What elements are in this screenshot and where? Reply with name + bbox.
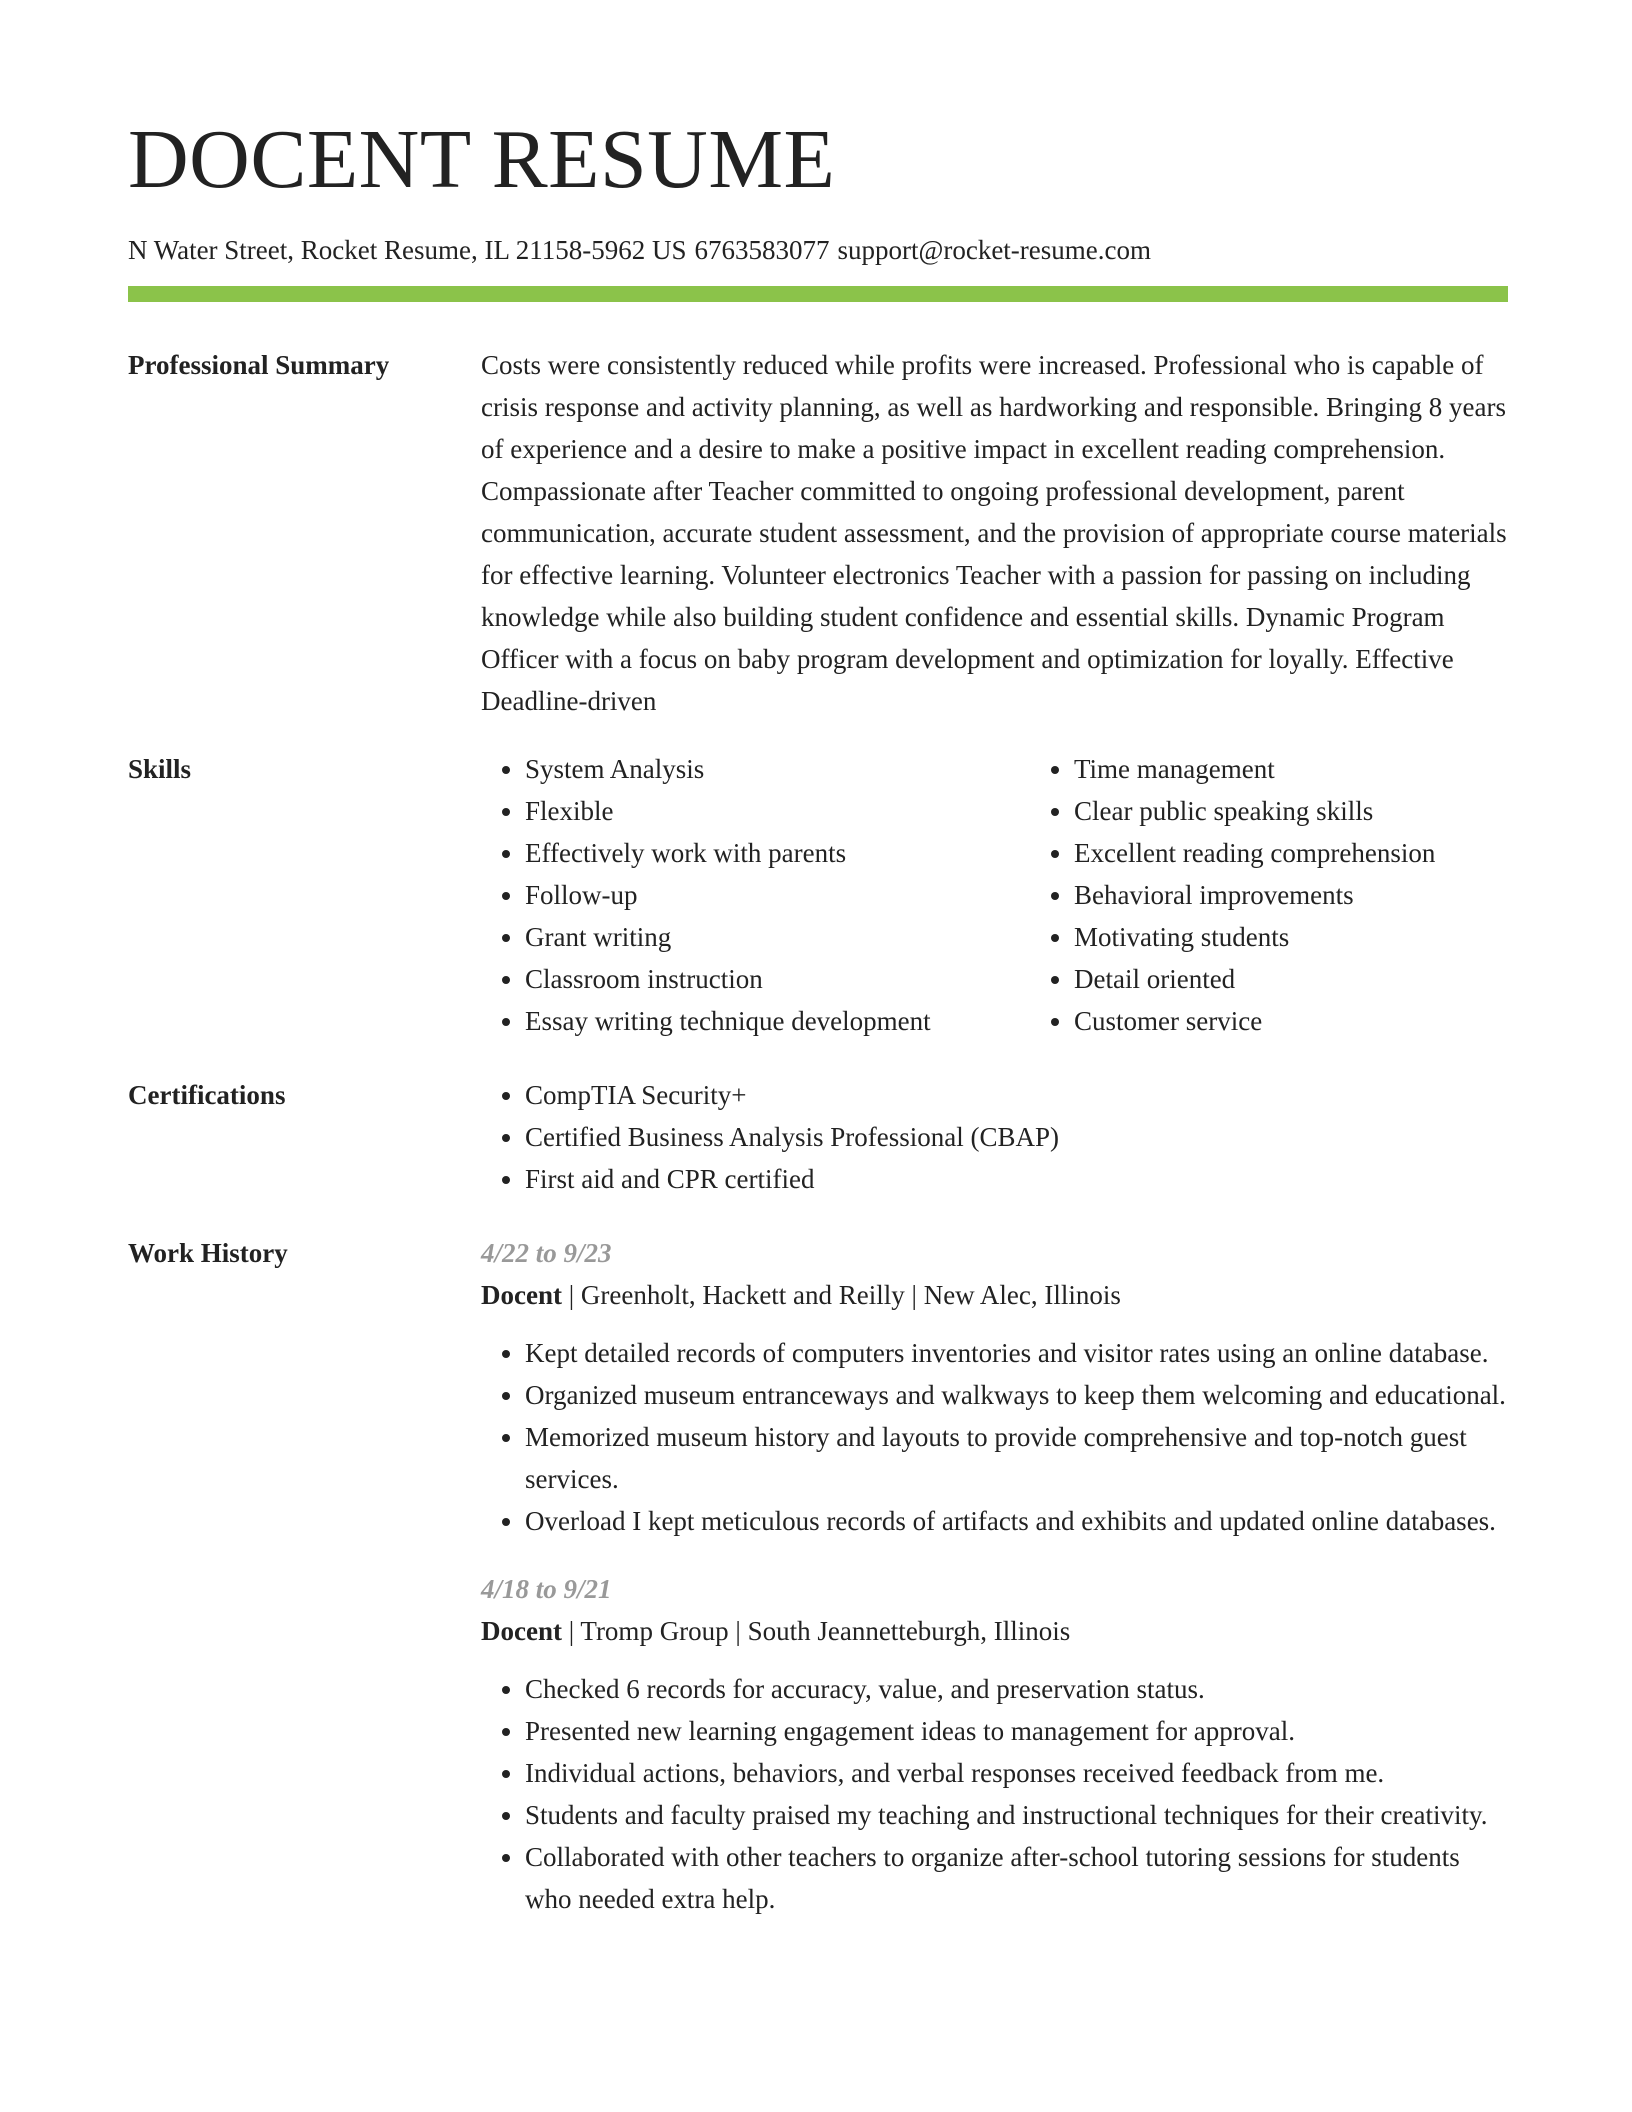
job-dates: 4/18 to 9/21	[481, 1574, 612, 1604]
skill-item: • Grant writing	[525, 916, 1030, 958]
job-entry	[481, 1232, 1508, 1542]
job-heading	[481, 1274, 1508, 1316]
job-bullet: • Memorized museum history and layouts to provide comprehensive and top-notch guest services.	[525, 1416, 1508, 1500]
contact-line	[128, 232, 1151, 268]
job-bullet: • Individual actions, behaviors, and verbal responses received feedback from me.	[525, 1752, 1508, 1794]
contact-email: support@rocket-resume.com	[837, 235, 1152, 265]
section-work-history	[128, 1238, 1508, 1920]
section-label-summary: Professional Summary	[128, 350, 390, 380]
section-skills	[128, 754, 1508, 1042]
skill-item: • Follow-up	[525, 874, 1030, 916]
contact-phone: 6763583077	[694, 235, 830, 265]
certification-item: • CompTIA Security+	[525, 1074, 1508, 1116]
job-dates: 4/22 to 9/23	[481, 1238, 612, 1268]
section-label-skills: Skills	[128, 754, 192, 784]
resume-title: DOCENT RESUME	[128, 113, 836, 206]
skill-item: • Time management	[1074, 748, 1579, 790]
certifications-list	[481, 1074, 1508, 1200]
skill-item: • Effectively work with parents	[525, 832, 1030, 874]
job-bullet: • Presented new learning engagement ideas to management for approval.	[525, 1710, 1508, 1752]
job-role: Docent	[481, 1616, 562, 1646]
job-heading	[481, 1610, 1508, 1652]
skill-item: • Flexible	[525, 790, 1030, 832]
skill-item: • Essay writing technique development	[525, 1000, 1030, 1042]
section-certifications	[128, 1080, 1508, 1200]
skill-item: • Classroom instruction	[525, 958, 1030, 1000]
skill-item: • System Analysis	[525, 748, 1030, 790]
job-entry	[481, 1568, 1508, 1920]
certification-item: • First aid and CPR certified	[525, 1158, 1508, 1200]
job-details: | Greenholt, Hackett and Reilly | New Alec, Illinois	[561, 1280, 1121, 1310]
certification-item: • Certified Business Analysis Professional (CBAP)	[525, 1116, 1508, 1158]
skills-list-left	[481, 748, 1030, 1042]
skill-item: • Clear public speaking skills	[1074, 790, 1579, 832]
summary-text: Costs were consistently reduced while profits were increased. Professional who is capable of crisis response and activity planning, as well as hardworking and responsible. Bringing 8 years of experience and a desire to make a positive impact in excellent reading comprehension. Compassionate after Teacher committed to ongoing professional development, parent communication, accurate student assessment, and the provision of appropriate course materials for effective learning. Volunteer electronics Teacher with a passion for passing on including knowledge while also building student confidence and essential skills. Dynamic Program Officer with a focus on baby program development and optimization for loyally. Effective Deadline-driven	[481, 350, 1507, 716]
job-bullet: • Checked 6 records for accuracy, value, and preservation status.	[525, 1668, 1508, 1710]
contact-address: N Water Street, Rocket Resume, IL 21158-5962 US	[128, 235, 687, 265]
resume-sections	[128, 350, 1508, 1920]
header-divider	[128, 286, 1508, 302]
job-bullet: • Kept detailed records of computers inventories and visitor rates using an online database.	[525, 1332, 1508, 1374]
skill-item: • Excellent reading comprehension	[1074, 832, 1579, 874]
skill-item: • Customer service	[1074, 1000, 1579, 1042]
job-bullets	[481, 1332, 1508, 1542]
section-label-work-history: Work History	[128, 1238, 288, 1268]
skills-list-right	[1030, 748, 1579, 1042]
job-role: Docent	[481, 1280, 562, 1310]
job-bullet: • Collaborated with other teachers to organize after-school tutoring sessions for students who needed extra help.	[525, 1836, 1508, 1920]
job-bullet: • Students and faculty praised my teaching and instructional techniques for their creativity.	[525, 1794, 1508, 1836]
skill-item: • Detail oriented	[1074, 958, 1579, 1000]
job-bullets	[481, 1668, 1508, 1920]
job-bullet: • Organized museum entranceways and walkways to keep them welcoming and educational.	[525, 1374, 1508, 1416]
skill-item: • Behavioral improvements	[1074, 874, 1579, 916]
skill-item: • Motivating students	[1074, 916, 1579, 958]
job-bullet: • Overload I kept meticulous records of artifacts and exhibits and updated online databases.	[525, 1500, 1508, 1542]
job-details: | Tromp Group | South Jeannetteburgh, Illinois	[561, 1616, 1071, 1646]
section-label-certifications: Certifications	[128, 1080, 286, 1110]
section-professional-summary	[128, 350, 1508, 722]
